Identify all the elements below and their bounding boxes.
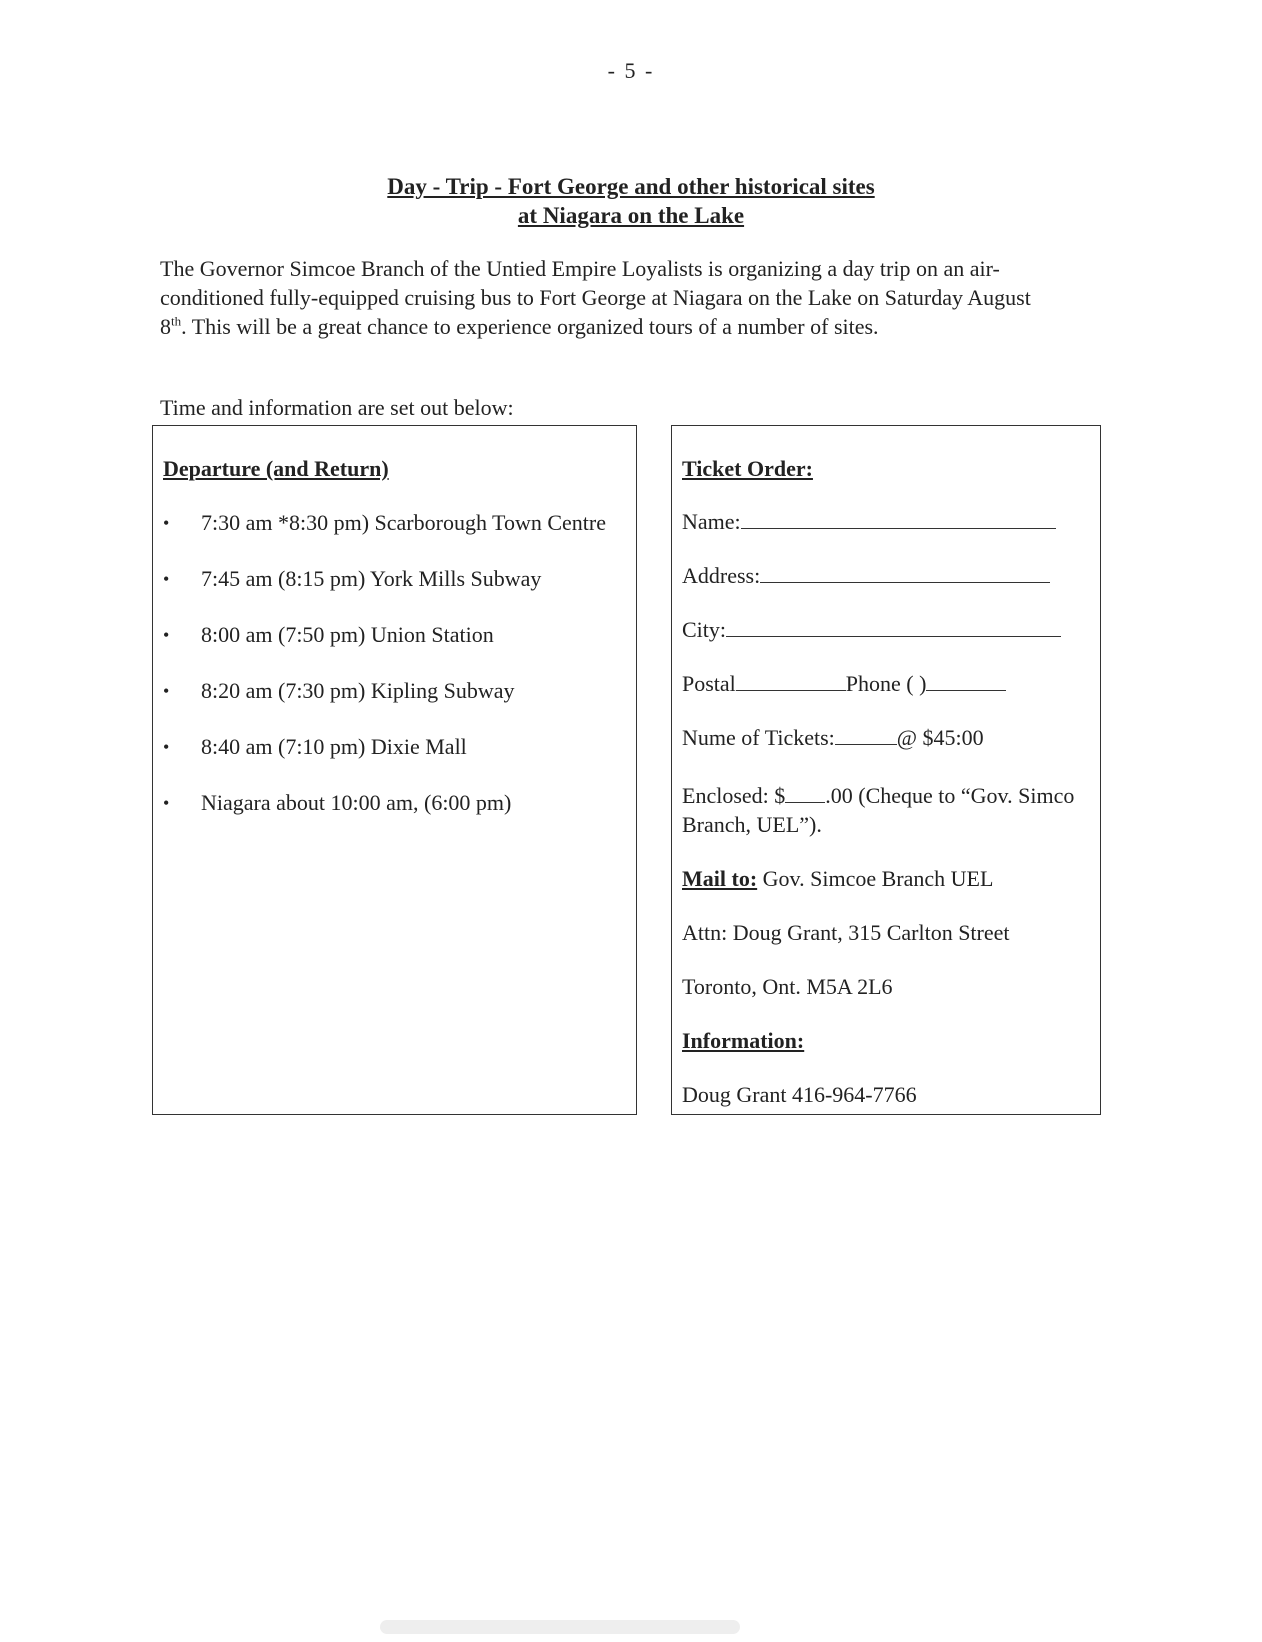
departure-text: 7:30 am *8:30 pm) Scarborough Town Centre xyxy=(201,510,606,535)
bullet-icon: • xyxy=(163,513,170,533)
time-info-text: Time and information are set out below: xyxy=(160,395,514,420)
mail-to-value: Gov. Simcoe Branch UEL xyxy=(757,866,994,891)
list-item xyxy=(153,788,623,818)
departure-heading: Departure (and Return) xyxy=(163,456,389,481)
intro-text-2: . This will be a great chance to experience organized tours of a number of sites. xyxy=(181,314,879,339)
tickets-row xyxy=(682,724,984,751)
bullet-icon: • xyxy=(163,793,170,813)
enclosed-label: Enclosed: $ xyxy=(682,783,786,808)
departure-text: 7:45 am (8:15 pm) York Mills Subway xyxy=(201,566,542,591)
enclosed-note: .00 (Cheque to “Gov. Simco Branch, UEL”). xyxy=(682,783,1075,837)
page-number: - 5 - xyxy=(607,58,655,83)
list-item xyxy=(153,620,623,650)
ticket-order-box xyxy=(671,425,1101,1115)
list-item xyxy=(153,732,623,762)
bullet-icon: • xyxy=(163,625,170,645)
intro-paragraph xyxy=(160,254,1060,341)
list-item xyxy=(153,508,623,538)
departure-text: 8:40 am (7:10 pm) Dixie Mall xyxy=(201,734,467,759)
postal-label: Postal xyxy=(682,671,736,696)
intro-superscript: th xyxy=(171,313,182,329)
city-row xyxy=(682,616,1061,643)
bullet-icon: • xyxy=(163,681,170,701)
address-row xyxy=(682,562,1050,589)
name-label: Name: xyxy=(682,509,741,534)
name-row xyxy=(682,508,1056,535)
departure-text: 8:00 am (7:50 pm) Union Station xyxy=(201,622,494,647)
information-label: Information: xyxy=(682,1028,805,1053)
address-label: Address: xyxy=(682,563,761,588)
enclosed-amount-field[interactable] xyxy=(785,782,825,803)
mail-to-label: Mail to: xyxy=(682,866,758,891)
departure-text: Niagara about 10:00 am, (6:00 pm) xyxy=(201,790,512,815)
name-field[interactable] xyxy=(741,508,1056,529)
title-line-1: Day - Trip - Fort George and other historical sites xyxy=(387,174,875,199)
city-label: City: xyxy=(682,617,727,642)
scan-artifact xyxy=(380,1620,740,1634)
contact-line: Doug Grant 416-964-7766 xyxy=(682,1082,917,1107)
departure-list xyxy=(153,508,623,844)
list-item xyxy=(153,564,623,594)
postal-field[interactable] xyxy=(736,670,846,691)
intro-text-1: The Governor Simcoe Branch of the Untied Empire Loyalists is organizing a day trip on an air-conditioned fully-equipped cruising bus to Fort George at Niagara on the Lake on Saturday August 8 xyxy=(160,256,1031,339)
departure-box xyxy=(152,425,637,1115)
list-item xyxy=(153,676,623,706)
mail-to-row xyxy=(682,866,993,892)
city-field[interactable] xyxy=(726,616,1061,637)
bullet-icon: • xyxy=(163,737,170,757)
phone-field[interactable] xyxy=(926,670,1006,691)
phone-label: Phone ( ) xyxy=(845,671,927,696)
ticket-order-heading: Ticket Order: xyxy=(682,456,813,481)
tickets-price: @ $45:00 xyxy=(896,725,984,750)
postal-phone-row xyxy=(682,670,1006,697)
tickets-label: Nume of Tickets: xyxy=(682,725,835,750)
document-title xyxy=(0,172,1262,230)
bullet-icon: • xyxy=(163,569,170,589)
title-line-2: at Niagara on the Lake xyxy=(517,203,745,228)
address-field[interactable] xyxy=(760,562,1050,583)
enclosed-row xyxy=(682,781,1082,839)
tickets-field[interactable] xyxy=(835,724,897,745)
city-line: Toronto, Ont. M5A 2L6 xyxy=(682,974,893,999)
attn-line: Attn: Doug Grant, 315 Carlton Street xyxy=(682,920,1010,945)
departure-text: 8:20 am (7:30 pm) Kipling Subway xyxy=(201,678,515,703)
